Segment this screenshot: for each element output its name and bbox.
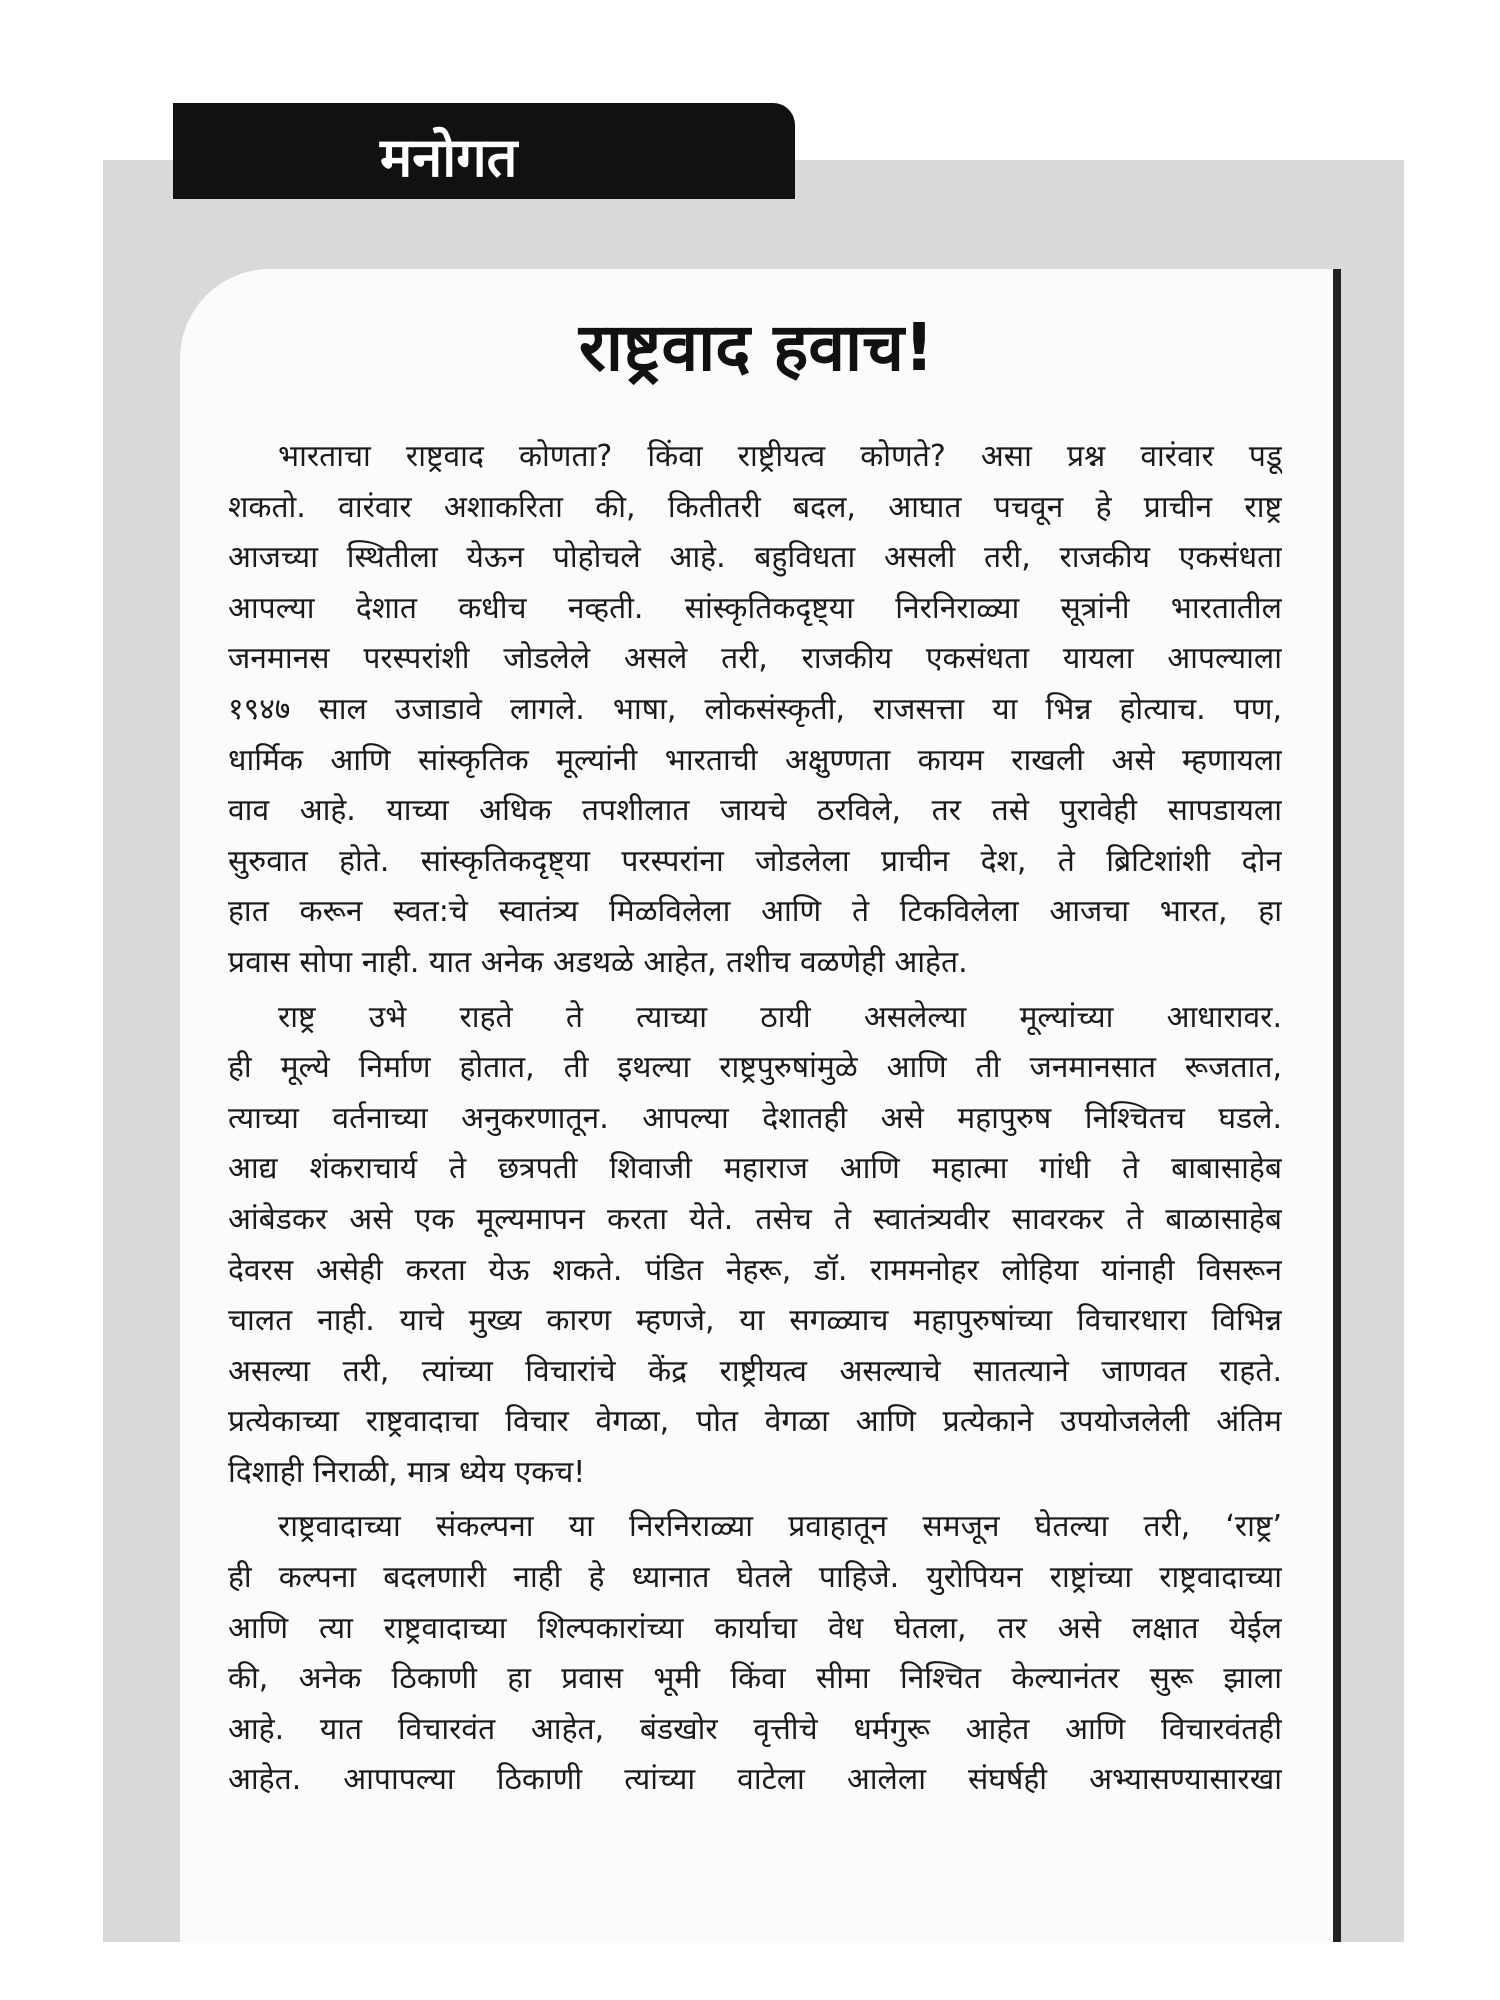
text-line: जनमानस परस्परांशी जोडलेले असले तरी, राजकीय एकसंधता यायला आपल्याला bbox=[228, 641, 1282, 677]
text-line: हात करून स्वत:चे स्वातंत्र्य मिळविलेला आणि ते टिकविलेला आजचा भारत, हा bbox=[228, 894, 1282, 930]
text-line: की, अनेक ठिकाणी हा प्रवास भूमी किंवा सीमा निश्चित केल्यानंतर सुरू झाला bbox=[228, 1661, 1282, 1697]
text-line: दिशाही निराळी, मात्र ध्येय एकच! bbox=[228, 1454, 586, 1490]
article-title: राष्ट्रवाद हवाच! bbox=[578, 309, 935, 386]
text-line: राष्ट्र उभे राहते ते त्याच्या ठायी असलेल्या मूल्यांच्या आधारावर. bbox=[278, 999, 1282, 1035]
text-line: आहेत. आपापल्या ठिकाणी त्यांच्या वाटेला आलेला संघर्षही अभ्यासण्यासारखा bbox=[228, 1762, 1282, 1798]
text-line: असल्या तरी, त्यांच्या विचारांचे केंद्र राष्ट्रीयत्व असल्याचे सातत्याने जाणवत राहते. bbox=[228, 1353, 1282, 1389]
text-line: वाव आहे. याच्या अधिक तपशीलात जायचे ठरविले, तर तसे पुरावेही सापडायला bbox=[228, 793, 1282, 829]
section-tab-label: मनोगत bbox=[380, 126, 518, 189]
text-line: देवरस असेही करता येऊ शकते. पंडित नेहरू, डॉ. राममनोहर लोहिया यांनाही विसरून bbox=[228, 1252, 1282, 1288]
text-line: आद्य शंकराचार्य ते छत्रपती शिवाजी महाराज आणि महात्मा गांधी ते बाबासाहेब bbox=[228, 1151, 1282, 1187]
text-line: आणि त्या राष्ट्रवादाच्या शिल्पकारांच्या कार्याचा वेध घेतला, तर असे लक्षात येईल bbox=[228, 1610, 1282, 1646]
paragraph bbox=[228, 432, 1282, 989]
text-line: आहे. यात विचारवंत आहेत, बंडखोर वृत्तीचे धर्मगुरू आहेत आणि विचारवंतही bbox=[228, 1711, 1282, 1747]
text-line: आपल्या देशात कधीच नव्हती. सांस्कृतिकदृष्ट्या निरनिराळ्या सूत्रांनी भारतातील bbox=[228, 590, 1282, 626]
text-line: राष्ट्रवादाच्या संकल्पना या निरनिराळ्या प्रवाहातून समजून घेतल्या तरी, ‘राष्ट्र’ bbox=[278, 1509, 1282, 1545]
text-line: प्रवास सोपा नाही. यात अनेक अडथळे आहेत, तशीच वळणेही आहेत. bbox=[228, 944, 968, 980]
paragraph bbox=[228, 1502, 1282, 1806]
text-line: प्रत्येकाच्या राष्ट्रवादाचा विचार वेगळा, पोत वेगळा आणि प्रत्येकाने उपयोजलेली अंतिम bbox=[228, 1404, 1282, 1440]
paragraph bbox=[228, 993, 1282, 1499]
text-line: आजच्या स्थितीला येऊन पोहोचले आहे. बहुविधता असली तरी, राजकीय एकसंधता bbox=[228, 540, 1282, 576]
text-line: सुरुवात होते. सांस्कृतिकदृष्ट्या परस्परांना जोडलेला प्राचीन देश, ते ब्रिटिशांशी दोन bbox=[228, 843, 1282, 879]
text-line: ही कल्पना बदलणारी नाही हे ध्यानात घेतले पाहिजे. युरोपियन राष्ट्रांच्या राष्ट्रवादाच्या bbox=[228, 1560, 1282, 1596]
text-line: चालत नाही. याचे मुख्य कारण म्हणजे, या सगळ्याच महापुरुषांच्या विचारधारा विभिन्न bbox=[228, 1303, 1282, 1339]
text-line: धार्मिक आणि सांस्कृतिक मूल्यांनी भारताची अक्षुण्णता कायम राखली असे म्हणायला bbox=[228, 742, 1282, 778]
text-line: ही मूल्ये निर्माण होतात, ती इथल्या राष्ट्रपुरुषांमुळे आणि ती जनमानसात रूजतात, bbox=[228, 1050, 1282, 1086]
text-line: १९४७ साल उजाडावे लागले. भाषा, लोकसंस्कृती, राजसत्ता या भिन्न होत्याच. पण, bbox=[228, 691, 1282, 727]
article-body bbox=[228, 432, 1282, 1806]
text-line: त्याच्या वर्तनाच्या अनुकरणातून. आपल्या देशातही असे महापुरुष निश्चितच घडले. bbox=[228, 1100, 1282, 1136]
text-line: शकतो. वारंवार अशाकरिता की, कितीतरी बदल, आघात पचवून हे प्राचीन राष्ट्र bbox=[228, 489, 1282, 525]
text-line: भारताचा राष्ट्रवाद कोणता? किंवा राष्ट्रीयत्व कोणते? असा प्रश्न वारंवार पडू bbox=[278, 439, 1282, 474]
text-line: आंबेडकर असे एक मूल्यमापन करता येते. तसेच ते स्वातंत्र्यवीर सावरकर ते बाळासाहेब bbox=[228, 1201, 1282, 1237]
